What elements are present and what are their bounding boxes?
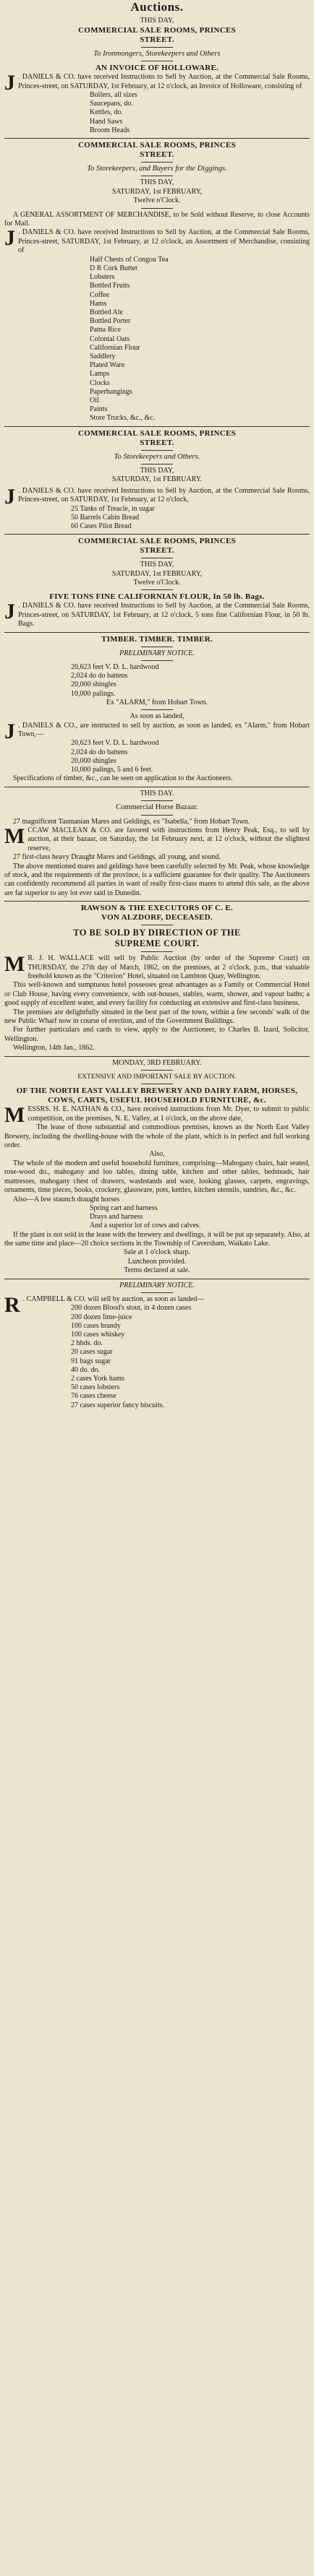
ad-audience: To Ironmongers, Storekeepers and Others (93, 49, 221, 58)
ad-paragraph: The whole of the modern and useful household furniture, comprising—Mahogany chairs, hair seated, rose-wood do., mahogany and loo tables, dining table, kitchen and other tables, bedsteads, hair mattresses, mahogany chest of drawers, washstands and ware, looking glasses, carpets, engravings, ornaments, time pieces, books, crockery, glassware, pots, kettles, kitchen utensils, sundries, &c., &c. (4, 1159, 310, 1195)
list-item: 91 bags sugar (71, 1357, 111, 1365)
divider (141, 589, 173, 590)
ad-headline: RAWSON & THE EXECUTORS OF C. E. (80, 904, 234, 913)
drop-cap: M (4, 952, 25, 977)
divider (141, 1070, 173, 1071)
list-item: 2,024 do do battens (71, 748, 128, 756)
list-item: Bottled Ale (90, 308, 123, 316)
ad-venue: COMMERCIAL SALE ROOMS, PRINCES (77, 428, 237, 438)
divider (141, 951, 173, 952)
lot-title: AN INVOICE OF HOLLOWARE. (95, 64, 219, 73)
ad-venue-street: STREET. (140, 438, 174, 447)
also-horses: Also—A few staunch draught horses (13, 1195, 120, 1203)
ad-date: SATURDAY, 1st FEBRUARY, (111, 569, 203, 578)
list-item: Broom Heads (90, 126, 130, 134)
list-item: 200 dozen Blood's stout, in 4 dozen cases (71, 1304, 192, 1313)
item-list (4, 1304, 310, 1409)
ad-paragraph: For further particulars and cards to view, apply to the Auctioneer, to Charles B. Izard, Solicitor, Wellington. (4, 1026, 310, 1043)
list-item: Californian Flour (90, 343, 140, 352)
ad-date: SATURDAY, 1st FEBRUARY. (111, 475, 203, 484)
ad-when: THIS DAY, (140, 178, 174, 187)
list-item: Clocks (90, 379, 110, 387)
divider (141, 162, 173, 163)
ad-criterion-hotel (4, 902, 310, 1056)
list-item: 2 cases York hams (71, 1375, 124, 1383)
court-direction-2: SUPREME COURT. (114, 938, 200, 949)
court-direction: TO BE SOLD BY DIRECTION OF THE (73, 928, 241, 938)
ad-timber (4, 633, 310, 787)
divider (141, 1292, 173, 1293)
item-list (4, 256, 310, 423)
list-item: 40 do. do. (71, 1365, 100, 1374)
lot-title: FIVE TONS FINE CALIFORNIAN FLOUR, In 50 lb. Bags. (49, 592, 265, 602)
list-item: 76 cases cheese (71, 1392, 116, 1401)
list-item: Bottled Fruits (90, 282, 130, 290)
list-item: Saddlery (90, 352, 116, 360)
ad-venue-street: STREET. (140, 546, 174, 556)
drop-cap: J (4, 719, 15, 743)
lot-title: OF THE NORTH EAST VALLEY BREWERY AND DAIRY FARM, HORSES, COWS, CARTS, USEFUL HOUSEHOLD FURNITURE, &c. (16, 1086, 298, 1105)
list-item: 2,024 do do battens (71, 672, 128, 680)
list-item: 50 Barrels Cabin Bread (71, 513, 140, 522)
section-masthead: Auctions. (130, 0, 184, 14)
list-item: Hand Saws (90, 117, 123, 126)
list-item: Spring cart and harness (90, 1203, 158, 1212)
list-item: 50 cases lobsters (71, 1383, 120, 1392)
list-item: 20,000 shingles (71, 756, 116, 765)
luncheon-note: Luncheon provided. (127, 1257, 187, 1266)
list-item: D R Cork Butter (90, 264, 138, 272)
list-item: Lobsters (90, 273, 115, 282)
list-item: Store Trucks, &c., &c. (90, 414, 156, 423)
list-item: Patna Rice (90, 326, 122, 334)
ad-body: J . DANIELS & CO. have received Instructions to Sell by Auction, at the Commercial Sale Rooms, Princes-street, on SATURDAY, 1st February, at 12 o'clock, (4, 484, 310, 509)
list-item: Drays and harness (90, 1213, 143, 1222)
item-list (4, 505, 310, 532)
drop-cap: J (4, 71, 15, 95)
list-item: Coffee (90, 290, 110, 299)
divider (141, 208, 173, 209)
ad-brewery-sale (4, 1057, 310, 1279)
list-item: 10,000 palings. (71, 689, 116, 698)
ad-body: J . DANIELS & CO., are instructed to sell by auction, as soon as landed, ex "Alarm," from Hobart Town,— (4, 719, 310, 743)
ad-campbell-stout (4, 1279, 310, 1413)
list-item: 27 cases superior fancy biscuits. (71, 1401, 165, 1409)
ad-paragraph: The lease of those substantial and commodious premises, known as the North East Valley Brewery, including the dwelling-house with the whole of the plant, which is in perfect and full working order. (4, 1123, 310, 1150)
also-line: Also, (149, 1150, 165, 1159)
ad-dateline: Wellington, 14th Jan., 1862. (13, 1044, 95, 1053)
preliminary-notice: PRELIMINARY NOTICE. (119, 1281, 195, 1289)
item-list (4, 663, 310, 699)
ad-general-merchandise (4, 139, 310, 427)
ad-audience: To Storekeepers and Others. (114, 452, 200, 461)
ad-californian-flour (4, 535, 310, 632)
list-item: 60 Cases Pilot Bread (71, 522, 132, 530)
ad-date: SATURDAY, 1st FEBRUARY, (111, 187, 203, 196)
ad-paragraph: 27 first-class heavy Draught Mares and Geldings, all young, and sound. (13, 853, 221, 862)
drop-cap: J (4, 600, 15, 624)
ad-horse-bazaar (4, 787, 310, 902)
ad-headline-2: VON ALZDORF, DECEASED. (101, 913, 213, 922)
list-item: Saucepans, do. (90, 100, 133, 108)
list-item: Boilers, all sizes (90, 91, 137, 100)
lot-title: A GENERAL ASSORTMENT OF MERCHANDISE, to be Sold without Reserve, to close Accounts for Mail. (4, 210, 310, 228)
preliminary-notice: PRELIMINARY NOTICE. (119, 649, 195, 657)
ad-venue: COMMERCIAL SALE ROOMS, PRINCES (77, 141, 237, 150)
list-item: 20,623 feet V. D. L. hardwood (71, 739, 159, 748)
ad-when: MONDAY, 3RD FEBRUARY. (112, 1058, 202, 1067)
list-item: 100 cases whiskey (71, 1330, 125, 1339)
ad-when: THIS DAY, (140, 17, 174, 25)
list-item: Hams (90, 299, 107, 308)
list-item: 20,000 shingles (71, 680, 116, 689)
ad-time: Twelve o'Clock. (133, 196, 181, 205)
item-list (4, 91, 310, 135)
landing-note: As soon as landed, (130, 712, 184, 721)
list-item: 2 hhds. do. (71, 1339, 103, 1348)
ad-kicker: EXTENSIVE AND IMPORTANT SALE BY AUCTION. (77, 1073, 237, 1081)
ad-venue: COMMERCIAL SALE ROOMS, PRINCES (77, 25, 237, 35)
ad-venue: COMMERCIAL SALE ROOMS, PRINCES (77, 537, 237, 546)
list-item: Paints (90, 405, 108, 414)
list-item: And a superior lot of cows and calves. (90, 1222, 201, 1230)
terms-note: Terms declared at sale. (124, 1266, 190, 1275)
divider (141, 800, 173, 801)
ad-body: J . DANIELS & CO. have received Instructions to Sell by Auction, at the Commercial Sale Rooms, Princes-street, on SATURDAY, 1st February, at 12 o'clock, 5 tons fine Californian Flour, in 50 lb. Bags. (4, 600, 310, 628)
ad-venue-street: STREET. (140, 35, 174, 44)
divider (141, 815, 173, 816)
ad-time: Twelve o'Clock. (133, 579, 181, 587)
list-item: Paperhangings (90, 387, 132, 396)
ad-paragraph: The premises are delightfully situated in the best part of the town, within a few seconds' walk of the new Public Wharf now in course of erection, and of the Government Buildings. (4, 1008, 310, 1026)
list-item: 25 Tanks of Treacle, in sugar (71, 504, 155, 513)
ad-headline: TIMBER. TIMBER. TIMBER. (101, 634, 213, 644)
ad-body: J . DANIELS & CO. have received Instructions to Sell by Auction, at the Commercial Sale Rooms, Princes-street, on SATURDAY, 1st February, at 12 o'clock, an Invoice of Holloware, consisting of (4, 71, 310, 95)
list-item: Lamps (90, 370, 110, 379)
drop-cap: R (4, 1292, 20, 1317)
drop-cap: M (4, 824, 25, 848)
item-list (4, 1204, 310, 1231)
ad-venue: Commercial Horse Bazaar. (116, 803, 198, 812)
ad-audience: To Storekeepers, and Buyers for the Diggings. (87, 165, 227, 173)
list-item: 20,623 feet V. D. L. hardwood (71, 663, 159, 672)
ad-body: M R. J. H. WALLACE will sell by Public Auction (by order of the Supreme Court) on THURSDAY, the 27th day of March, 1862, on the premises, at 2 o'clock, p.m., that valuable freehold known as the "Criterion" Hotel, situated on Lambton Quay, Wellington. (4, 952, 310, 980)
ad-body: MCCAW MACLEAN & CO. are favored with instructions from Henry Peak, Esq., to sell by auction, at their bazaar, on Saturday, the 1st February next, at 12 o'clock, without the slightest reserve, (4, 824, 310, 852)
ad-paragraph: This well-known and sumptuous hotel possesses great advantages as a Family or Commercial Hotel or Club House, having every convenience, with out-houses, stables, warm, shower, and vapour baths; a good supply of excellent water, and every facility for conducting an extensive and first-class business. (4, 981, 310, 1008)
list-item: Half Chests of Congou Tea (90, 255, 169, 264)
ad-when: THIS DAY, (140, 561, 174, 569)
drop-cap: M (4, 1103, 25, 1128)
ad-when: THIS DAY, (140, 466, 174, 475)
item-list (4, 739, 310, 774)
list-item: Bottled Porter (90, 317, 131, 326)
list-item: Plated Ware (90, 361, 125, 370)
ad-paragraph: If the plant is not sold in the lease with the brewery and dwellings, it will be put up separately. Also, at the same time and place—20 choice sections in the Township of Caversham, Waikato Lake. (4, 1230, 310, 1248)
divider (141, 709, 173, 710)
ad-body: R . CAMPBELL & CO. will sell by auction, as soon as landed— (4, 1292, 205, 1317)
list-item: Oil (90, 396, 99, 405)
list-item: Colonial Oats (90, 334, 130, 343)
ad-holloware (4, 14, 310, 139)
ad-body: MESSRS. H. E. NATHAN & CO., have received instructions from Mr. Dyer, to submit to public competition, on the premises, N. E. Valley, at 1 o'clock, on the above date, (4, 1103, 310, 1128)
drop-cap: J (4, 484, 15, 509)
ad-treacle-bread (4, 427, 310, 535)
list-item: 20 cases sugar (71, 1348, 113, 1357)
ad-venue-street: STREET. (140, 150, 174, 160)
ad-lead: 27 magnificent Tasmanian Mares and Geldings, ex "Isabella," from Hobart Town. (13, 817, 250, 826)
ship-line: Ex "ALARM," from Hobart Town. (106, 698, 208, 706)
ad-footnote: Specifications of timber, &c., can be seen on application to the Auctioneers. (13, 774, 233, 783)
list-item: 100 cases brandy (71, 1321, 121, 1330)
list-item: 10,000 palings, 5 and 6 feet. (71, 766, 153, 774)
ad-body: J . DANIELS & CO. have received Instructions to Sell by Auction, at the Commercial Sale Rooms, Princes-street, SATURDAY, 1st February, at 12 o'clock, an Assortment of Merchandise, consisting of (4, 226, 310, 255)
ad-paragraph: The above mentioned mares and geldings have been carefully selected by Mr. Peak, whose knowledge of stock, and the requirements of the province, is a sufficient guarantee for their quality. The Auctioneers can confidently recommend all parties in want of really first-class mares to attend this sale, as the above are far superior to any lot ever said in Dunedin. (4, 862, 310, 897)
ad-when: THIS DAY. (140, 789, 174, 798)
drop-cap: J (4, 226, 15, 251)
list-item: 200 dozen lime-juice (71, 1313, 132, 1321)
divider (141, 450, 173, 451)
divider (141, 47, 173, 48)
list-item: Kettles, do. (90, 108, 123, 117)
sale-time-note: Sale at 1 o'clock sharp. (123, 1248, 191, 1257)
divider (141, 660, 173, 661)
